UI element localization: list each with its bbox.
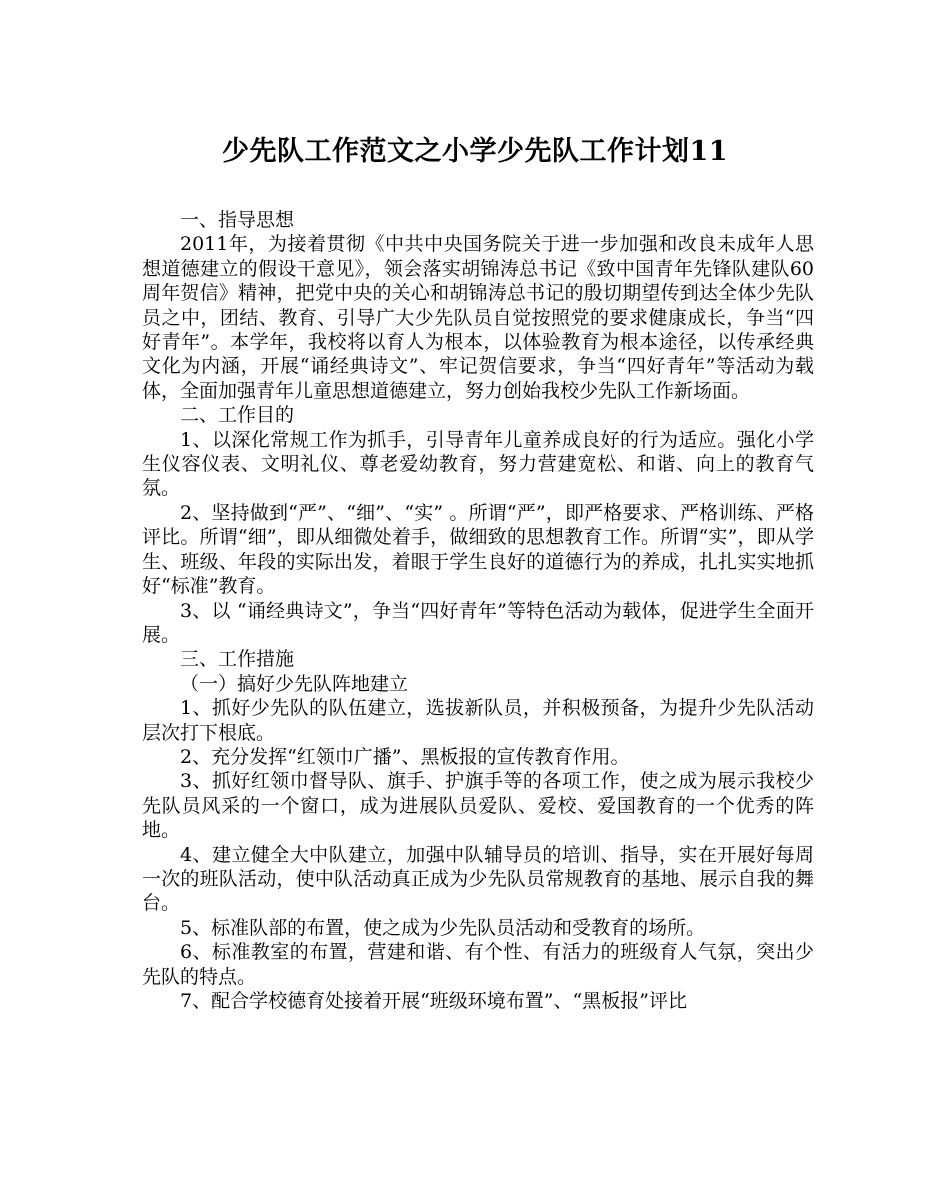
section-heading: 三、工作措施 xyxy=(180,648,295,671)
section-heading: 二、工作目的 xyxy=(180,404,295,427)
subsection-heading: （一）搞好少先队阵地建立 xyxy=(180,672,409,695)
paragraph: 1、抓好少先队的队伍建立，选拔新队员，并积极预备，为提升少先队活动层次打下根底。 xyxy=(142,697,814,744)
paragraph: 7、配合学校德育处接着开展“班级环境布置”、“黑板报”评比 xyxy=(180,990,687,1012)
paragraph: 6、标准教室的布置，营建和谐、有个性、有活力的班级育人气氛，突出少先队的特点。 xyxy=(142,941,814,988)
paragraph: 2、坚持做到“严”、“细”、“实” 。所谓“严”，即严格要求、严格训练、严格评比。所谓“细”，即从细微处着手，做细致的思想教育工作。所谓“实”，即从学生、班级、年段的实际出发，着眼于学生良好的道德行为的养成，扎扎实实地抓好“标准”教育。 xyxy=(142,501,814,598)
paragraph: 3、抓好红领巾督导队、旗手、护旗手等的各项工作，使之成为展示我校少先队员风采的一个窗口，成为进展队员爱队、爱校、爱国教育的一个优秀的阵地。 xyxy=(142,770,814,842)
paragraph: 3、以 “诵经典诗文”，争当“四好青年”等特色活动为载体，促进学生全面开展。 xyxy=(142,599,814,646)
section-heading: 一、指导思想 xyxy=(180,209,295,231)
paragraph: 1、以深化常规工作为抓手，引导青年儿童养成良好的行为适应。强化小学生仪容仪表、文明礼仪、尊老爱幼教育，努力营建宽松、和谐、向上的教育气氛。 xyxy=(142,428,814,500)
paragraph: 2、充分发挥“红领巾广播”、黑板报的宣传教育作用。 xyxy=(180,745,630,768)
document-body xyxy=(142,208,814,1013)
paragraph: 2011年，为接着贯彻《中共中央国务院关于进一步加强和改良未成年人思想道德建立的假设干意见》，领会落实胡锦涛总书记《致中国青年先锋队建队60周年贺信》精神，把党中央的关心和胡锦涛总书记的殷切期望传到达全体少先队员之中，团结、教育、引导广大少先队员自觉按照党的要求健康成长，争当“四好青年”。本学年，我校将以育人为根本，以体验教育为根本途径，以传承经典文化为内涵，开展“诵经典诗文”、牢记贺信要求，争当“四好青年”等活动为载体，全面加强青年儿童思想道德建立，努力创始我校少先队工作新场面。 xyxy=(142,233,814,402)
document-title: 少先队工作范文之小学少先队工作计划11 xyxy=(221,136,729,167)
paragraph: 4、建立健全大中队建立，加强中队辅导员的培训、指导，实在开展好每周一次的班队活动，使中队活动真正成为少先队员常规教育的基地、展示自我的舞台。 xyxy=(142,843,814,915)
paragraph: 5、标准队部的布置，使之成为少先队员活动和受教育的场所。 xyxy=(180,916,706,939)
